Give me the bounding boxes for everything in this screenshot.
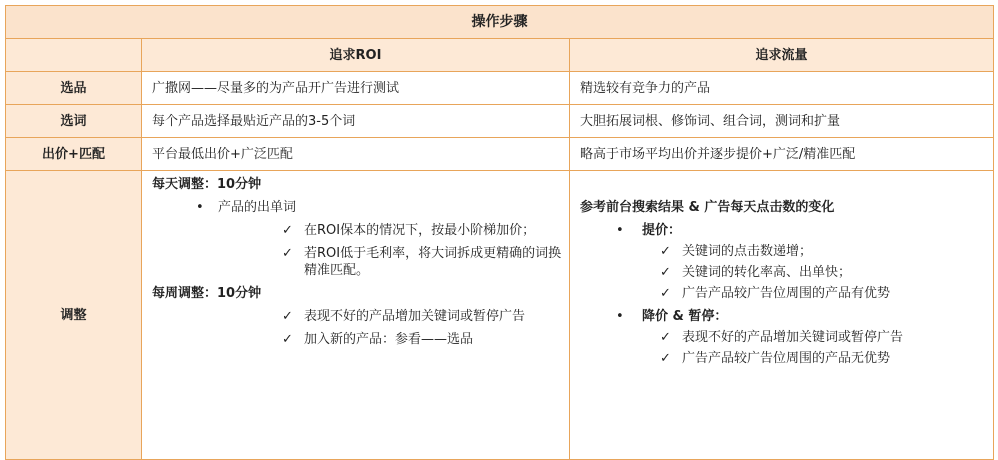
list-item bbox=[660, 350, 983, 367]
operation-steps-table-wrap bbox=[5, 5, 993, 460]
lower-check-text: 表现不好的产品增加关键词或暂停广告 bbox=[682, 330, 904, 345]
cell-traffic-chujia: 略高于市场平均出价并逐步提价+广泛/精准匹配 bbox=[570, 138, 994, 171]
cell-traffic-xuanci: 大胆拓展词根、修饰词、组合词，测词和扩量 bbox=[570, 105, 994, 138]
list-item bbox=[282, 308, 562, 325]
list-item bbox=[196, 199, 559, 216]
check-icon: ✓ bbox=[282, 309, 293, 324]
weekly-check-text: 表现不好的产品增加关键词或暂停广告 bbox=[304, 309, 526, 324]
cell-roi-xuanci: 每个产品选择最贴近产品的3-5个词 bbox=[142, 105, 570, 138]
header-empty bbox=[6, 39, 142, 72]
cell-roi-tiaozheng bbox=[142, 171, 570, 460]
lower-price-label: 降价 & 暂停： bbox=[642, 309, 728, 324]
check-icon: ✓ bbox=[660, 244, 671, 259]
daily-bullet-text: 产品的出单词 bbox=[218, 200, 297, 215]
lower-check-text: 广告产品较广告位周围的产品无优势 bbox=[682, 351, 891, 366]
list-item bbox=[660, 243, 983, 260]
raise-check-text: 关键词的转化率高、出单快； bbox=[682, 265, 852, 280]
list-item bbox=[282, 222, 562, 239]
cell-traffic-tiaozheng bbox=[570, 171, 994, 460]
weekly-check-text: 加入新的产品：参看——选品 bbox=[304, 332, 474, 347]
bullet-icon: • bbox=[616, 223, 624, 238]
list-item bbox=[616, 222, 983, 239]
list-item bbox=[660, 329, 983, 346]
check-icon: ✓ bbox=[282, 246, 293, 261]
operation-steps-table bbox=[5, 5, 994, 460]
list-item bbox=[660, 264, 983, 281]
check-icon: ✓ bbox=[660, 265, 671, 280]
traffic-adjust-heading: 参考前台搜索结果 & 广告每天点击数的变化 bbox=[580, 200, 835, 215]
raise-check-text: 关键词的点击数递增； bbox=[682, 244, 813, 259]
row-label-xuanci: 选词 bbox=[6, 105, 142, 138]
list-item bbox=[282, 245, 562, 279]
bullet-icon: • bbox=[616, 309, 624, 324]
bullet-icon: • bbox=[196, 200, 204, 215]
row-label-xuanpin: 选品 bbox=[6, 72, 142, 105]
check-icon: ✓ bbox=[660, 286, 671, 301]
row-label-tiaozheng: 调整 bbox=[6, 171, 142, 460]
check-icon: ✓ bbox=[282, 332, 293, 347]
table-row bbox=[6, 72, 994, 105]
cell-traffic-xuanpin: 精选较有竞争力的产品 bbox=[570, 72, 994, 105]
check-icon: ✓ bbox=[660, 330, 671, 345]
table-row bbox=[6, 171, 994, 460]
table-row bbox=[6, 105, 994, 138]
cell-roi-xuanpin: 广撒网——尽量多的为产品开广告进行测试 bbox=[142, 72, 570, 105]
raise-price-label: 提价： bbox=[642, 223, 682, 238]
cell-roi-chujia: 平台最低出价+广泛匹配 bbox=[142, 138, 570, 171]
row-label-chujia: 出价+匹配 bbox=[6, 138, 142, 171]
daily-check-text: 在ROI保本的情况下，按最小阶梯加价； bbox=[304, 223, 536, 238]
daily-adjust-title: 每天调整：10分钟 bbox=[152, 177, 262, 192]
list-item bbox=[616, 308, 983, 325]
header-traffic: 追求流量 bbox=[570, 39, 994, 72]
daily-check-text: 若ROI低于毛利率，将大词拆成更精确的词换精准匹配。 bbox=[304, 246, 562, 278]
check-icon: ✓ bbox=[660, 351, 671, 366]
weekly-adjust-title: 每周调整：10分钟 bbox=[152, 286, 262, 301]
raise-check-text: 广告产品较广告位周围的产品有优势 bbox=[682, 286, 891, 301]
check-icon: ✓ bbox=[282, 223, 293, 238]
header-roi: 追求ROI bbox=[142, 39, 570, 72]
list-item bbox=[282, 331, 562, 348]
table-title: 操作步骤 bbox=[6, 6, 994, 39]
table-row bbox=[6, 138, 994, 171]
list-item bbox=[660, 285, 983, 302]
